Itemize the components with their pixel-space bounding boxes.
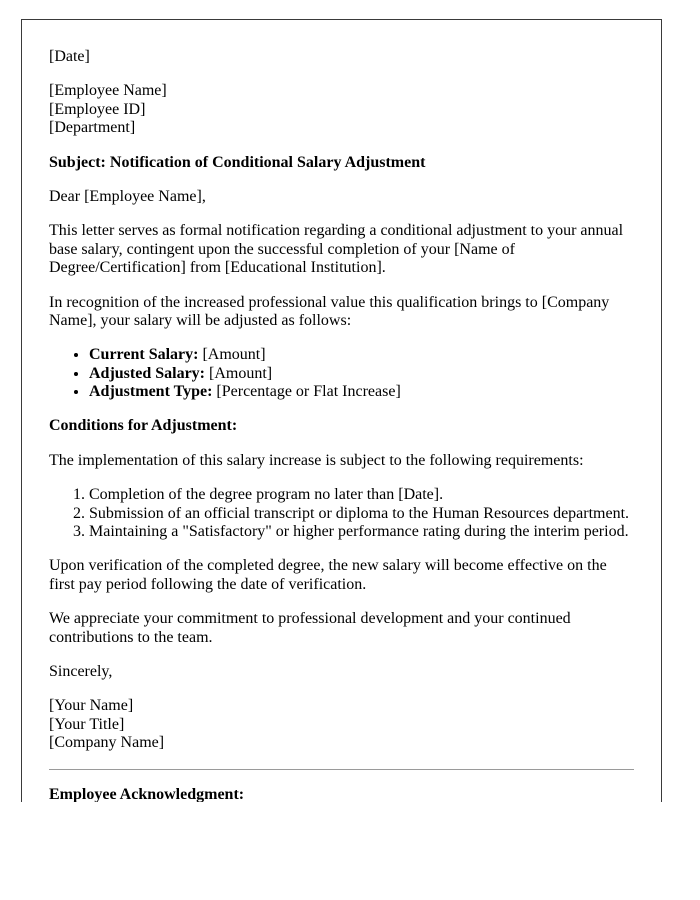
intro-paragraph: This letter serves as formal notification regarding a conditional adjustment to your annual base salary, contingent upon the successful completion of your [Name of Degree/Certification] from [Educational Institution]. (49, 222, 624, 277)
recipient-line-department: [Department] (49, 119, 136, 137)
condition-item: 1. Completion of the degree program no later than [Date]. (89, 486, 634, 504)
letter-document (21, 19, 662, 802)
signature-line-name: [Your Name] (49, 697, 134, 715)
recognition-paragraph: In recognition of the increased professional value this qualification brings to [Company Name], your salary will be adjusted as follows: (49, 293, 610, 329)
conditions-heading: Conditions for Adjustment: (49, 417, 238, 435)
section-divider (49, 769, 634, 770)
date-line: [Date] (49, 48, 90, 65)
salary-detail-adjusted (89, 365, 634, 383)
salary-detail-value: [Amount] (202, 346, 266, 364)
salary-detail-label: Adjustment Type: (89, 383, 213, 401)
condition-item: 3. Maintaining a "Satisfactory" or higher performance rating during the interim period. (89, 523, 634, 541)
appreciation-paragraph: We appreciate your commitment to professional development and your continued contributions to the team. (49, 610, 571, 646)
closing-line: Sincerely, (49, 662, 113, 680)
recipient-line-name: [Employee Name] (49, 82, 167, 100)
conditions-intro: The implementation of this salary increase is subject to the following requirements: (49, 451, 584, 469)
salary-detail-value: [Amount] (209, 364, 273, 382)
acknowledgment-heading: Employee Acknowledgment: (49, 785, 245, 802)
salutation: Dear [Employee Name], (49, 187, 206, 205)
recipient-line-id: [Employee ID] (49, 100, 146, 118)
condition-item: 2. Submission of an official transcript or diploma to the Human Resources department. (89, 505, 634, 523)
signature-line-company: [Company Name] (49, 734, 165, 752)
salary-detail-label: Adjusted Salary: (89, 364, 206, 382)
salary-detail-value: [Percentage or Flat Increase] (216, 383, 401, 401)
salary-detail-type (89, 383, 634, 401)
salary-detail-label: Current Salary: (89, 346, 199, 364)
salary-detail-current (89, 346, 634, 364)
subject-line: Subject: Notification of Conditional Salary Adjustment (49, 153, 426, 171)
signature-line-title: [Your Title] (49, 715, 125, 733)
signature-block (49, 697, 634, 752)
salary-details-list (49, 346, 634, 401)
recipient-block (49, 82, 634, 137)
effective-paragraph: Upon verification of the completed degree, the new salary will become effective on the first pay period following the date of verification. (49, 557, 607, 593)
conditions-list (49, 486, 634, 541)
